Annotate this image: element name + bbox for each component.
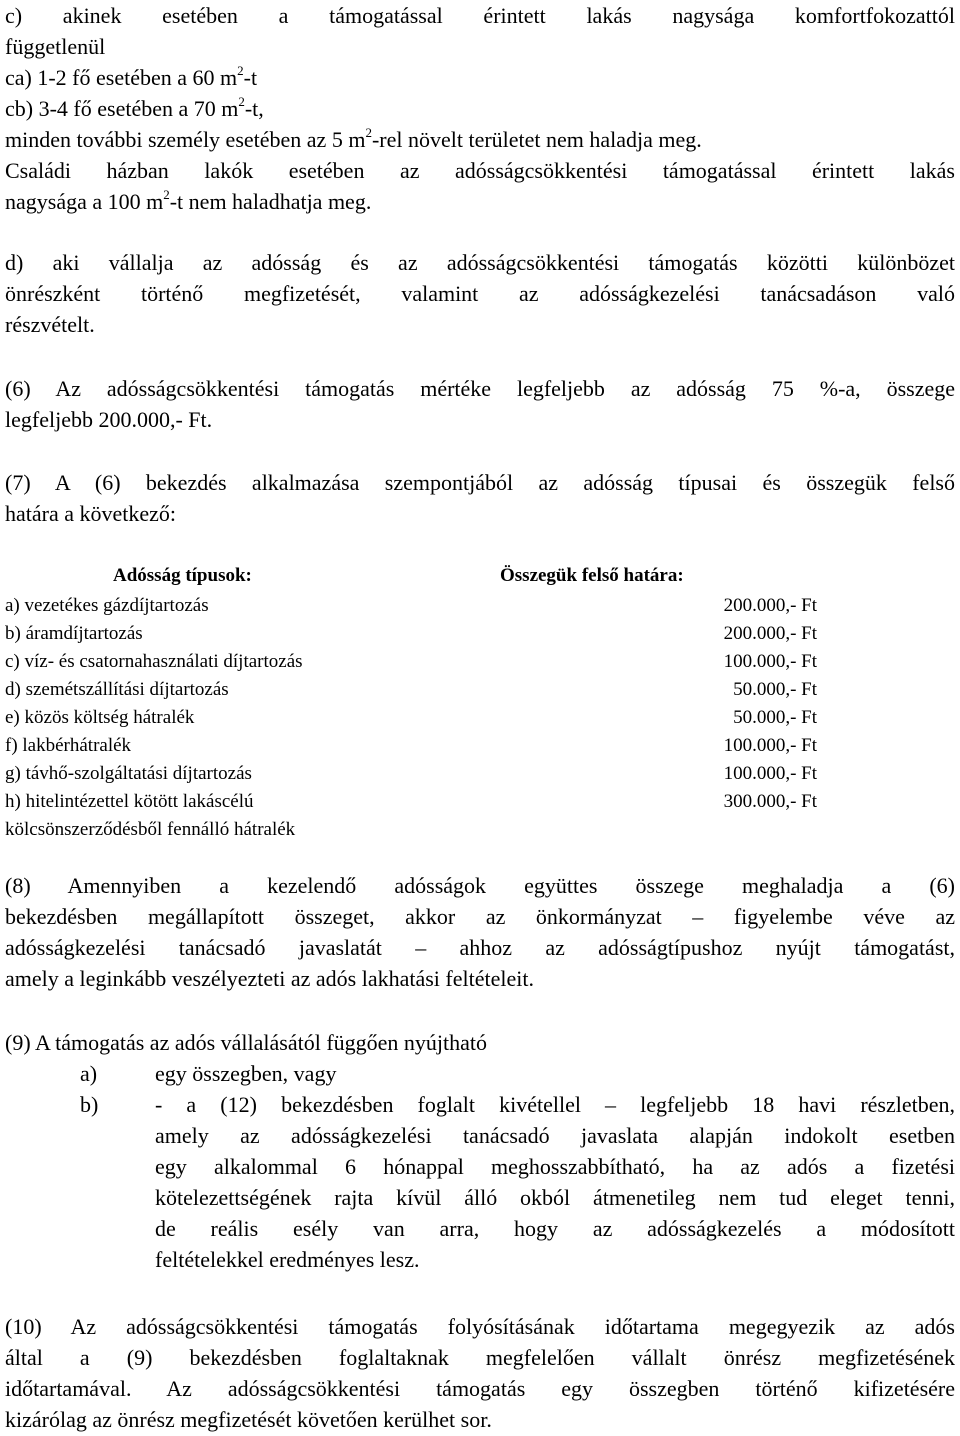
- table-row: [5, 732, 825, 760]
- list-item-b-line: egy alkalommal 6 hónappal meghosszabbítható, ha az adós a fizetési: [155, 1154, 955, 1179]
- list-item-b-line: amely az adósságkezelési tanácsadó javaslata alapján indokolt esetben: [155, 1123, 955, 1148]
- debt-limit-value: 100.000,- Ft: [723, 763, 817, 784]
- debt-limit-value: 50.000,- Ft: [733, 679, 817, 700]
- section-cb: cb) 3-4 fő esetében a 70 $m^2-t$,: [5, 93, 264, 121]
- paragraph-10-line-2: által a (9) bekezdésben foglaltaknak megfelelően vállalt önrész megfizetésének: [5, 1345, 955, 1370]
- section-c-house-line-2: nagysága a 100 $m^2-t$ nem haladhatja meg.: [5, 186, 372, 214]
- paragraph-6-line-2: legfeljebb 200.000,- Ft.: [5, 407, 213, 432]
- debt-type-name: kölcsönszerződésből fennálló hátralék: [5, 819, 296, 840]
- paragraph-8-line-3: adósságkezelési tanácsadó javaslatát – ahhoz az adósságtípushoz nyújt támogatást,: [5, 935, 955, 960]
- paragraph-8-line-1: (8) Amennyiben a kezelendő adósságok együttes összege meghaladja a (6): [5, 873, 955, 898]
- paragraph-6: [5, 373, 955, 435]
- section-d-line-3: részvételt.: [5, 312, 95, 337]
- section-c: [5, 0, 955, 217]
- header-debt-types: Adósság típusok:: [113, 565, 252, 586]
- list-item-a-label: a): [80, 1061, 98, 1086]
- paragraph-8-line-4: amely a leginkább veszélyezteti az adós lakhatási feltételeit.: [5, 966, 534, 991]
- section-d: [5, 247, 955, 340]
- debt-limit-value: 200.000,- Ft: [723, 595, 817, 616]
- section-ca: ca) 1-2 fő esetében a 60 $m^2-t$: [5, 62, 258, 90]
- paragraph-8: [5, 870, 955, 994]
- list-item-b-line: de reális esély van arra, hogy az adósságkezelés a módosított: [155, 1216, 955, 1241]
- paragraph-8-line-2: bekezdésben megállapított összeget, akkor az önkormányzat – figyelembe véve az: [5, 904, 955, 929]
- table-row: [5, 648, 825, 676]
- debt-type-name: h) hitelintézettel kötött lakáscélú: [5, 791, 254, 812]
- table-row: [5, 620, 825, 648]
- debt-type-table: [5, 562, 825, 844]
- section-c-house-line-1: Családi házban lakók esetében az adósságcsökkentési támogatással érintett lakás: [5, 158, 955, 183]
- paragraph-7: [5, 467, 955, 529]
- debt-limit-value: 100.000,- Ft: [723, 651, 817, 672]
- section-c-extra: minden további személy esetében az 5 $m^2$-rel növelt területet nem haladja meg.: [5, 124, 702, 152]
- section-c-line-1: c) akinek esetében a támogatással érintett lakás nagysága komfortfokozattól: [5, 3, 955, 28]
- table-row: [5, 676, 825, 704]
- list-item-b-line: kötelezettségének rajta kívül álló okból átmenetileg nem tud eleget tenni,: [155, 1185, 955, 1210]
- list-item-b: [5, 1089, 955, 1275]
- debt-limit-value: 100.000,- Ft: [723, 735, 817, 756]
- list-item-a: [5, 1058, 955, 1089]
- debt-limit-value: 50.000,- Ft: [733, 707, 817, 728]
- list-item-a-text: egy összegben, vagy: [155, 1061, 337, 1086]
- debt-limit-value: 300.000,- Ft: [723, 791, 817, 812]
- list-item-b-line: - a (12) bekezdésben foglalt kivétellel – legfeljebb 18 havi részletben,: [155, 1092, 955, 1117]
- table-row: [5, 592, 825, 620]
- debt-limit-value: 200.000,- Ft: [723, 623, 817, 644]
- table-row: [5, 704, 825, 732]
- table-header-row: [5, 562, 825, 592]
- debt-type-name: a) vezetékes gázdíjtartozás: [5, 595, 209, 616]
- paragraph-7-line-2: határa a következő:: [5, 501, 177, 526]
- table-row: [5, 788, 825, 816]
- list-item-b-text: [155, 1089, 955, 1275]
- debt-type-name: g) távhő-szolgáltatási díjtartozás: [5, 763, 252, 784]
- paragraph-10: [5, 1311, 955, 1435]
- header-upper-limit: Összegük felső határa:: [500, 565, 684, 586]
- paragraph-10-line-4: kizárólag az önrész megfizetését követően kerülhet sor.: [5, 1407, 492, 1432]
- debt-type-name: c) víz- és csatornahasználati díjtartozás: [5, 651, 303, 672]
- section-d-line-2: önrészként történő megfizetését, valamint az adósságkezelési tanácsadáson való: [5, 281, 955, 306]
- paragraph-7-line-1: (7) A (6) bekezdés alkalmazása szempontjából az adósság típusai és összegük felső: [5, 470, 955, 495]
- section-c-line-2: függetlenül: [5, 34, 106, 59]
- debt-type-name: d) szemétszállítási díjtartozás: [5, 679, 229, 700]
- list-item-b-label: b): [80, 1092, 99, 1117]
- section-d-line-1: d) aki vállalja az adósság és az adósságcsökkentési támogatás közötti különbözet: [5, 250, 955, 275]
- paragraph-9-intro: (9) A támogatás az adós vállalásától függően nyújtható: [5, 1030, 488, 1055]
- paragraph-10-line-3: időtartamával. Az adósságcsökkentési támogatás egy összegben történő kifizetésére: [5, 1376, 955, 1401]
- table-row: [5, 760, 825, 788]
- debt-type-name: b) áramdíjtartozás: [5, 623, 143, 644]
- debt-type-name: f) lakbérhátralék: [5, 735, 132, 756]
- paragraph-9: [5, 1027, 955, 1275]
- paragraph-6-line-1: (6) Az adósságcsökkentési támogatás mértéke legfeljebb az adósság 75 %-a, összege: [5, 376, 955, 401]
- table-row: [5, 816, 825, 844]
- list-item-b-line: feltételekkel eredményes lesz.: [155, 1247, 420, 1272]
- paragraph-10-line-1: (10) Az adósságcsökkentési támogatás folyósításának időtartama megegyezik az adós: [5, 1314, 955, 1339]
- debt-type-name: e) közös költség hátralék: [5, 707, 195, 728]
